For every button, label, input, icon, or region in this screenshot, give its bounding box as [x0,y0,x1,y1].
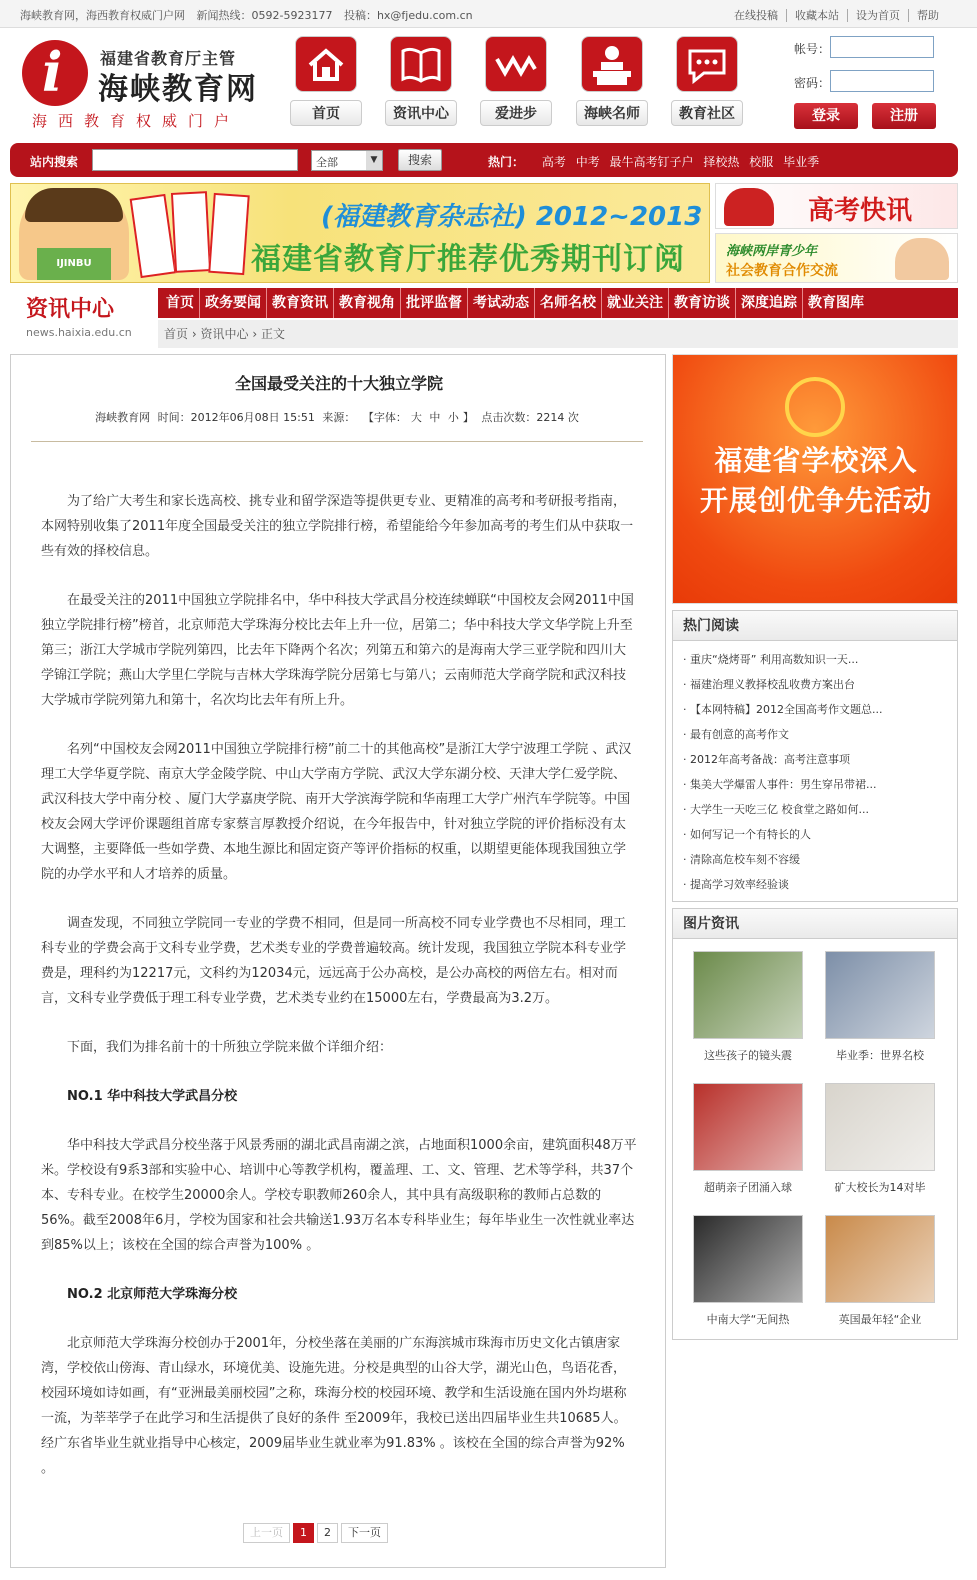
hot-link-school-choice[interactable]: 择校热 [703,155,740,169]
hot-link-nail-house[interactable]: 最牛高考钉子户 [609,155,694,169]
account-input[interactable] [830,36,934,58]
hot-link-zhongkao[interactable]: 中考 [575,155,600,169]
picture-news-title: 图片资讯 [673,909,957,939]
book-icon [390,36,452,92]
article-panel [10,354,666,1568]
hot-reading-item[interactable]: · 提高学习效率经验谈 [683,872,947,897]
bookmark-link[interactable]: 收藏本站 [786,9,847,22]
password-input[interactable] [830,70,934,92]
logo-slogan: 海西教育权威门户 [32,112,241,130]
megaphone-person-image [724,188,774,226]
teacher-icon [581,36,643,92]
top-links [726,7,947,23]
menu-item-criticism[interactable]: 批评监督 [400,288,467,318]
news-photo [825,1215,935,1303]
rank-heading-2: NO.2 北京师范大学珠海分校 [67,1287,238,1302]
campaign-ad[interactable]: 福建省学校深入 开展创优争先活动 [672,354,958,604]
nav-famous-teachers[interactable]: 海峡名师 [576,36,648,126]
hot-reading-item[interactable]: · 重庆“烧烤哥” 利用高数知识一天... [683,647,947,672]
menu-item-interview[interactable]: 教育访谈 [668,288,735,318]
picture-caption: 超萌亲子团涌入球 [704,1181,792,1194]
site-logo[interactable] [22,38,262,130]
hot-reading-title: 热门阅读 [673,611,957,641]
picture-item[interactable] [693,1083,803,1195]
picture-caption: 中南大学“无间热 [706,1313,790,1326]
hot-reading-box [672,610,958,902]
logo-name: 海峡教育网 [98,72,258,107]
chevron-down-icon: ▼ [366,151,382,170]
banner-subheadline: 福建省教育厅推荐优秀期刊订阅 [251,242,685,277]
breadcrumb-current: 正文 [260,327,285,341]
cartoon-kid-image: IJINBU [19,188,129,280]
menu-item-employment[interactable]: 就业关注 [601,288,668,318]
account-label: 帐号： [794,42,831,56]
nav-community[interactable]: 教育社区 [671,36,743,126]
article-paragraph: 调查发现，不同独立学院同一专业的学费不相同，但是同一所高校不同专业学费也不尽相同，理工科专业的学费会高于文科专业学费，艺术类专业的学费普遍较高。统计发现，我国独立学院本科专业学费是，理科约为12217元，文科约为12034元，远远高于公办高校，是公办高校的两倍左右。相对而言，文科专业学费低于理工科专业学费，艺术类专业约在15000左右，学费最高为3.2万。 [41,916,627,1006]
logo-subtitle: 福建省教育厅主管 [100,49,237,68]
hot-link-uniform[interactable]: 校服 [749,155,774,169]
picture-caption: 英国最年轻“企业 [838,1313,922,1326]
progress-logo-icon [485,36,547,92]
cross-strait-youth-ad[interactable]: 海峡两岸青少年 社会教育合作交流 [715,233,958,283]
next-page-button[interactable]: 下一页 [341,1523,388,1543]
hot-link-graduation[interactable]: 毕业季 [783,155,820,169]
menu-item-edu-news[interactable]: 教育资讯 [266,288,333,318]
nav-home[interactable]: 首页 [290,36,362,126]
picture-item[interactable] [693,951,803,1063]
nav-news-center[interactable]: 资讯中心 [385,36,457,126]
logo-icon: i [22,40,88,106]
article-from: 来源： [322,411,356,424]
hotline: 新闻热线：0592-5923177 [196,9,333,22]
hot-reading-item[interactable]: · 清除高危校车刻不容缓 [683,847,947,872]
section-url: news.haixia.edu.cn [26,326,132,339]
picture-item[interactable] [825,951,935,1063]
section-menu [158,288,958,318]
article-time: 时间：2012年06月08日 15:51 [157,411,315,424]
article-paragraph: 名列“中国校友会网2011中国独立学院排行榜”前二十的其他高校”是浙江大学宁波理工学院 、武汉理工大学华夏学院、南京大学金陵学院、中山大学南方学院、武汉大学东湖分校、天津大学仁爱学院、武汉科技大学中南分校 、厦门大学嘉庚学院、南开大学滨海学院和华南理工大学广州汽车学院等。中国校友会网大学评价课题组首席专家蔡言厚教授介绍说，在今年报告中，针对独立学院的评价指标没有太大调整，主要降低一些如学费、本地生源比和固定资产等评价指标的权重，以期望更能体现我国独立学院的办学水平和人才培养的质量。 [41,742,632,882]
set-homepage-link[interactable]: 设为首页 [847,9,908,22]
hot-link-gaokao[interactable]: 高考 [541,155,566,169]
site-search-bar [10,143,958,177]
hot-reading-item[interactable]: · 集美大学爆雷人事件：男生穿吊带裙... [683,772,947,797]
password-label: 密码： [794,76,831,90]
register-button[interactable]: 注册 [872,103,936,129]
picture-caption: 矿大校长为14对毕 [834,1181,926,1194]
hot-reading-item[interactable]: · 福建治理义教择校乱收费方案出台 [683,672,947,697]
menu-item-exam[interactable]: 考试动态 [467,288,534,318]
font-medium-link[interactable]: 中 [429,411,441,424]
section-header [10,288,958,348]
login-button[interactable]: 登录 [794,103,858,129]
click-count: 点击次数：2214 次 [481,411,579,424]
article-paragraph: 下面，我们为排名前十的十所独立学院来做个详细介绍： [67,1040,393,1055]
help-link[interactable]: 帮助 [908,9,947,22]
breadcrumb [158,320,958,348]
online-submit-link[interactable]: 在线投稿 [734,9,778,22]
news-photo [825,1083,935,1171]
banner-headline: (福建教育杂志社) 2012~2013 [321,202,703,232]
menu-item-teachers[interactable]: 名师名校 [534,288,601,318]
article-body [41,489,637,1505]
article-source: 海峡教育网 [95,411,151,424]
picture-caption: 这些孩子的镜头震 [704,1049,792,1062]
news-photo [693,951,803,1039]
font-small-link[interactable]: 小 [447,411,459,424]
divider [31,441,643,442]
pagination [243,1523,391,1543]
article-paragraph: 华中科技大学武昌分校坐落于风景秀丽的湖北武昌南湖之滨，占地面积1000余亩，建筑面积48万平米。学校设有9系3部和实验中心、培训中心等教学机构，覆盖理、工、文、管理、艺术等学科，共37个本、专科专业。在校学生20000余人。学校专职教师260余人，其中具有高级职称的教师占总数的56%。截至2008年6月，学校为国家和社会共输送1.93万名本专科毕业生；每年毕业生一次性就业率达到85%以上；该校在全国的综合声誉为100% 。 [41,1138,637,1253]
menu-item-gallery[interactable]: 教育图库 [802,288,869,318]
font-size-label: 【字体： [362,411,407,424]
chevron-right-icon: › [191,327,201,341]
top-bar [0,0,977,28]
hot-reading-item[interactable]: · 最有创意的高考作文 [683,722,947,747]
search-button[interactable]: 搜索 [398,149,442,171]
top-info [20,7,481,23]
picture-news-box [672,908,958,1340]
prev-page-button[interactable]: 上一页 [243,1523,290,1543]
hot-reading-item[interactable]: · 如何写记一个有特长的人 [683,822,947,847]
menu-item-gov-news[interactable]: 政务要闻 [199,288,266,318]
picture-caption: 毕业季：世界名校 [836,1049,924,1062]
chevron-right-icon: › [252,327,261,341]
hot-keywords [488,153,825,170]
news-photo [825,951,935,1039]
nav-progress[interactable]: 爱进步 [480,36,552,126]
breadcrumb-home[interactable]: 首页 [164,327,189,341]
site-tagline: 海峡教育网，海西教育权威门户网 [20,9,185,22]
party-emblem-icon [785,377,845,437]
menu-item-edu-view[interactable]: 教育视角 [333,288,400,318]
search-category-select[interactable]: 全部 ▼ [311,150,383,171]
home-icon [295,36,357,92]
search-label: 站内搜索 [30,155,79,169]
chat-bubble-icon [676,36,738,92]
article-paragraph: 为了给广大考生和家长选高校、挑专业和留学深造等提供更专业、更精准的高考和考研报考指南，本网特别收集了2011年度全国最受关注的独立学院排行榜，希望能给今年参加高考的考生们从中获取一些有效的择校信息。 [41,494,634,559]
hot-reading-item[interactable]: · 2012年高考备战：高考注意事项 [683,747,947,772]
breadcrumb-news[interactable]: 资讯中心 [200,327,249,341]
rank-heading-1: NO.1 华中科技大学武昌分校 [67,1089,238,1104]
menu-item-home[interactable]: 首页 [166,295,194,311]
submit-email[interactable]: 投稿：hx@fjedu.com.cn [343,9,473,22]
menu-item-in-depth[interactable]: 深度追踪 [735,288,802,318]
news-photo [693,1215,803,1303]
login-form [790,36,950,104]
magazine-covers-image [135,190,255,278]
search-input[interactable] [92,149,298,171]
magazine-banner[interactable] [10,183,710,283]
picture-item[interactable] [825,1215,935,1327]
picture-item[interactable] [693,1215,803,1327]
youth-photo [895,238,949,280]
news-photo [693,1083,803,1171]
picture-item[interactable] [825,1083,935,1195]
article-meta: 海峡教育网 时间：2012年06月08日 15:51 来源： 【字体： 大 中 小 】 点击次数：2214 次 [95,411,579,424]
gaokao-news-ad[interactable]: 高考快讯 [715,183,958,229]
article-title: 全国最受关注的十大独立学院 [234,374,443,393]
hot-reading-item[interactable]: · 【本网特稿】2012全国高考作文题总... [683,697,947,722]
page-2-button[interactable]: 2 [317,1523,338,1543]
hot-label: 热门： [488,155,525,169]
section-title: 资讯中心 [26,297,115,322]
article-paragraph: 在最受关注的2011中国独立学院排名中，华中科技大学武昌分校连续蝉联“中国校友会网2011中国独立学院排行榜”榜首，北京师范大学珠海分校比去年上升一位，居第二；华中科技大学文华学院上升至第三；浙江大学城市学院列第四，比去年下降两个名次；列第五和第六的是海南大学三亚学院和四川大学锦江学院；燕山大学里仁学院与吉林大学珠海学院分居第七与第八；云南师范大学商学院和武汉科技大学城市学院列第九和第十，名次均比去年有所上升。 [41,593,634,708]
font-large-link[interactable]: 大 [410,411,422,424]
hot-reading-item[interactable]: · 大学生一天吃三亿 校食堂之路如何... [683,797,947,822]
article-paragraph: 北京师范大学珠海分校创办于2001年，分校坐落在美丽的广东海滨城市珠海市历史文化古镇唐家湾，学校依山傍海、青山绿水，环境优美、设施先进。分校是典型的山谷大学，湖光山色，鸟语花香，校园环境如诗如画，有“亚洲最美丽校园”之称，珠海分校的校园环境、教学和生活设施在国内外均堪称一流，为莘莘学子在此学习和生活提供了良好的条件 至2009年，我校已送出四届毕业生共10685人。经广东省毕业生就业指导中心核定，2009届毕业生就业率为91.83% 。该校在全国的综合声誉为92% 。 [41,1336,627,1476]
page-1-button[interactable]: 1 [293,1523,314,1543]
